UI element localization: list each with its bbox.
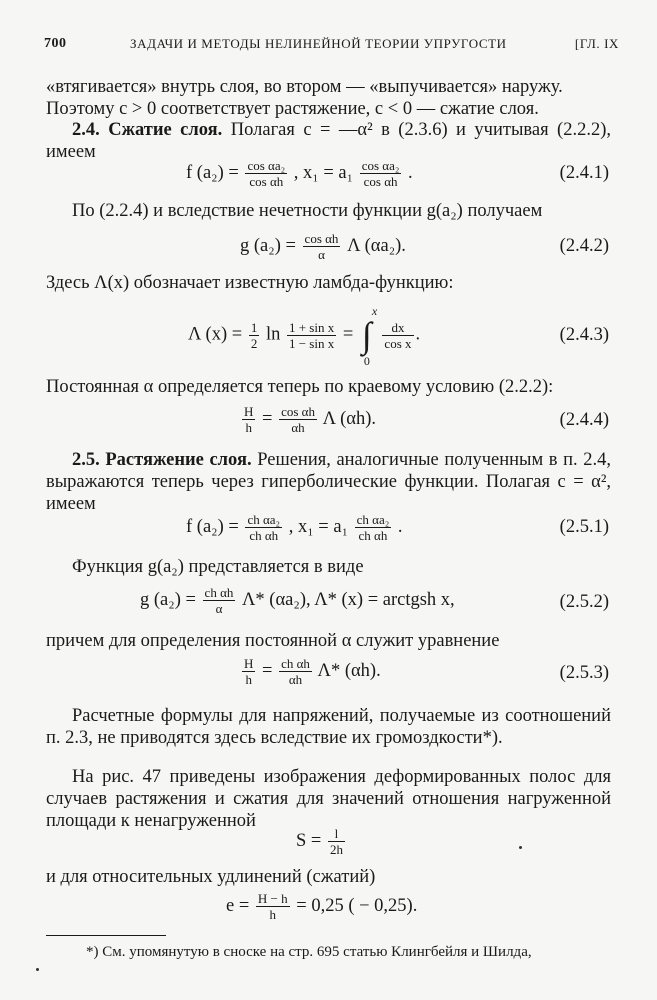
equation-2-4-3: Λ (x) = $\frac{1}{2}$ ln $\frac{\text{1 + sin x}}{\text{1 − sin x}}$ = ∫ x 0 $\frac{dx}{\text{cos x}}$ . [188,304,421,368]
equation-label-2-5-1: (2.5.1) [559,517,609,537]
paragraph-equation-intro: причем для определения постоянной α служит уравнение [46,631,500,651]
paragraph-function-g: Функция g(a₂) представляется в виде [72,557,364,577]
paragraph-intro [46,76,611,120]
page-number: 700 [44,36,67,51]
running-title: ЗАДАЧИ И МЕТОДЫ НЕЛИНЕЙНОЙ ТЕОРИИ УПРУГОСТИ [130,36,507,51]
paragraph-calculation: Расчетные формулы для напряжений, получаемые из соотношений п. 2.3, не приводятся здесь вследствие их громоздкости*). [46,706,611,748]
equation-2-4-1: f (a₂) = $\frac{\text{cos αa₂}}{\text{cos αh}}$ , x₁ = a₁ $\frac{\text{cos αa₂}}{\text{cos αh}}$ . [186,158,413,189]
equation-2-5-3: $\frac{H}{h}$ = $\frac{\text{ch αh}}{\alpha h}$ Λ* (αh). [244,656,381,687]
section-2-5-title: 2.5. Растяжение слоя. [72,450,252,470]
equation-label-2-4-1: (2.4.1) [559,163,609,183]
equation-2-4-4: $\frac{H}{h}$ = $\frac{\text{cos αh}}{\alpha h}$ Λ (αh). [244,404,377,435]
equation-label-2-4-3: (2.4.3) [559,325,609,345]
paragraph-elongations: и для относительных удлинений (сжатий) [46,867,376,887]
paragraph-constant: Постоянная α определяется теперь по краевому условию (2.2.2): [46,377,554,397]
equation-S: S = $\frac{l}{2h}$ [296,826,343,857]
paragraph-figure: На рис. 47 приведены изображения деформированных полос для случаев растяжения и сжатия для значений отношения нагруженной площади к ненагруженной [46,767,611,831]
speck [36,968,39,971]
intro-line-1: «втягивается» внутрь слоя, во втором — «выпучивается» наружу. [46,77,563,97]
section-2-4-title: 2.4. Сжатие слоя. [72,120,223,140]
equation-2-4-2: g (a₂) = $\frac{\text{cos αh}}{\alpha}$ Λ (αa₂). [240,231,406,262]
page-header [44,36,619,56]
equation-label-2-5-3: (2.5.3) [559,663,609,683]
footnote-rule [46,935,166,936]
paragraph-after-2-4-1: По (2.2.4) и вследствие нечетности функции g(a₂) получаем [72,201,543,221]
equation-2-5-1: f (a₂) = $\frac{\text{ch αa₂}}{\text{ch αh}}$ , x₁ = a₁ $\frac{\text{ch αa₂}}{\text{ch αh}}$ . [186,512,403,543]
intro-line-2: Поэтому c > 0 соответствует растяжение, c < 0 — сжатие слоя. [46,99,539,119]
equation-e: e = $\frac{H - h}{h}$ = 0,25 ( − 0,25). [226,891,418,922]
integral-sign: ∫ x 0 [361,304,378,368]
paragraph-lambda: Здесь Λ(x) обозначает известную ламбда-функцию: [46,273,454,293]
chapter-marker: [ГЛ. IX [574,36,619,51]
section-2-5-paragraph [46,449,611,515]
section-2-4-paragraph [46,119,611,163]
equation-label-2-4-2: (2.4.2) [559,236,609,256]
footnote: *) См. упомянутую в сноске на стр. 695 статью Клингбейля и Шилда, [86,944,532,960]
equation-label-2-4-4: (2.4.4) [559,410,609,430]
speck [519,846,522,849]
section-2-5-text: Решения, аналогичные полученным в п. 2.4, выражаются теперь через гиперболические функции. Полагая c = α², имеем [46,450,611,514]
equation-label-2-5-2: (2.5.2) [559,592,609,612]
equation-2-5-2: g (a₂) = $\frac{\text{ch αh}}{\alpha}$ Λ* (αa₂), Λ* (x) = arctgsh x, [140,585,455,616]
section-2-4-text: Полагая c = —α² в (2.3.6) и учитывая (2.2.2), имеем [46,120,611,162]
